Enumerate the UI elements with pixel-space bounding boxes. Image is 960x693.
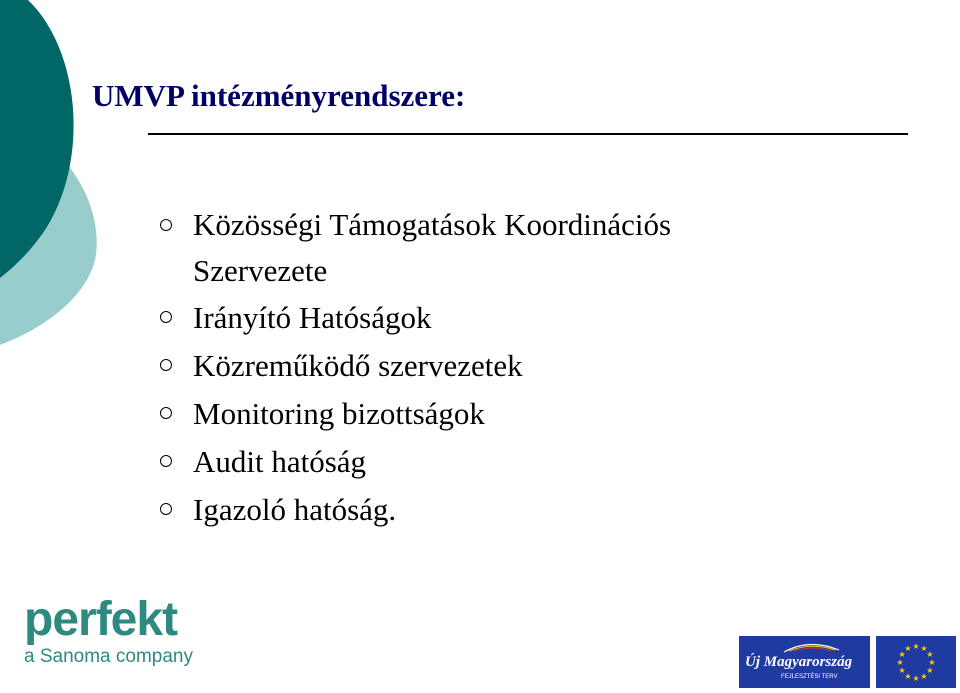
- eu-flag: [876, 636, 956, 688]
- eu-star-icon: ★: [926, 666, 934, 675]
- bullet-circle-icon: [160, 407, 172, 419]
- perfekt-wordmark: perfekt: [24, 593, 178, 646]
- decorative-shapes: [0, 0, 110, 360]
- eu-stars-icon: [876, 636, 956, 688]
- eu-star-icon: ★: [898, 650, 906, 659]
- bullet-circle-icon: [160, 219, 172, 231]
- eu-star-icon: ★: [926, 650, 934, 659]
- perfekt-logo: [24, 593, 193, 668]
- uj-magyarorszag-logo: [739, 636, 870, 688]
- list-item: Monitoring bizottságok: [160, 390, 793, 438]
- slide-title: UMVP intézményrendszere:: [92, 78, 466, 113]
- eu-star-icon: ★: [896, 658, 904, 667]
- eu-star-icon: ★: [928, 658, 936, 667]
- eu-star-icon: ★: [912, 674, 920, 683]
- eu-star-icon: ★: [920, 644, 928, 654]
- eu-star-icon: ★: [904, 671, 912, 681]
- bullet-list: [160, 202, 793, 534]
- bullet-circle-icon: [160, 359, 172, 371]
- list-item: Irányító Hatóságok: [160, 294, 793, 342]
- perfekt-tagline: a Sanoma company: [24, 646, 193, 667]
- list-item: Közreműködő szervezetek: [160, 342, 793, 390]
- bullet-circle-icon: [160, 503, 172, 515]
- umft-subtext: FEJLESZTÉSI TERV: [781, 674, 838, 680]
- eu-star-icon: ★: [920, 671, 928, 681]
- eu-star-icon: ★: [898, 666, 906, 675]
- bullet-circle-icon: [160, 455, 172, 467]
- list-item: Audit hatóság: [160, 438, 793, 486]
- umft-text: Új Magyarország: [745, 654, 853, 670]
- eu-star-icon: ★: [912, 642, 920, 651]
- bullet-circle-icon: [160, 311, 172, 323]
- list-item: Igazoló hatóság.: [160, 486, 793, 534]
- title-underline: [148, 133, 908, 135]
- eu-star-icon: ★: [904, 644, 912, 654]
- list-item: Közösségi Támogatások Koordinációs Szervezete: [160, 202, 793, 294]
